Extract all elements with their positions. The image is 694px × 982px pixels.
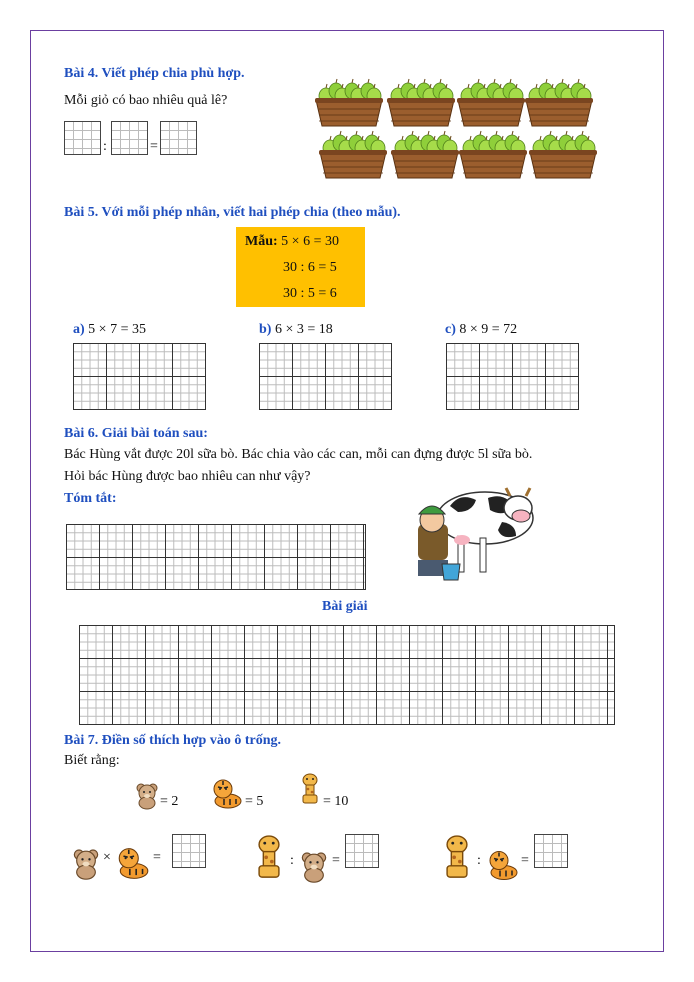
tiger-value: = 5 xyxy=(245,794,264,809)
item-expr: 8 × 9 = 72 xyxy=(459,322,518,337)
item-expr: 5 × 7 = 35 xyxy=(88,322,146,337)
pear-basket xyxy=(529,131,597,178)
writing-grid-c[interactable] xyxy=(446,343,579,410)
pear-baskets-illustration xyxy=(312,82,598,188)
giraffe-icon xyxy=(440,833,474,883)
bai7-intro: Biết rằng: xyxy=(64,753,120,768)
pear-basket xyxy=(459,131,527,178)
equals-sign: = xyxy=(332,853,340,868)
item-label: c) xyxy=(445,322,456,337)
example-box xyxy=(236,227,365,307)
bear-icon xyxy=(72,848,100,880)
example-line: 5 × 6 = 30 xyxy=(281,234,339,249)
example-line: 30 : 5 = 6 xyxy=(283,286,337,301)
answer-box[interactable] xyxy=(172,834,206,868)
example-line: 30 : 6 = 5 xyxy=(283,260,337,275)
summary-label: Tóm tắt: xyxy=(64,491,117,506)
answer-box[interactable] xyxy=(534,834,568,868)
writing-grid-a[interactable] xyxy=(73,343,206,410)
bai4-title: Bài 4. Viết phép chia phù hợp. xyxy=(64,66,245,81)
solution-grid[interactable] xyxy=(79,625,615,725)
pear-basket xyxy=(387,79,455,126)
example-label: Mẫu: xyxy=(245,234,278,249)
item-label: a) xyxy=(73,322,85,337)
tiger-icon xyxy=(210,777,244,810)
farmer-cow-illustration xyxy=(410,484,540,588)
equals-sign: = xyxy=(521,853,529,868)
colon-sign: : xyxy=(290,853,294,868)
bai4-question: Mỗi giỏ có bao nhiêu quả lê? xyxy=(64,93,228,108)
bai5-title: Bài 5. Với mỗi phép nhân, viết hai phép chia (theo mẫu). xyxy=(64,205,401,220)
item-a xyxy=(73,322,146,338)
times-sign: × xyxy=(103,850,111,865)
bai6-line1: Bác Hùng vắt được 20l sữa bò. Bác chia vào các can, mỗi can đựng được 5l sữa bò. xyxy=(64,447,533,462)
bear-icon xyxy=(135,783,159,809)
giraffe-value: = 10 xyxy=(323,794,349,809)
pear-basket xyxy=(319,131,387,178)
tiger-icon xyxy=(115,845,151,881)
answer-box[interactable] xyxy=(345,834,379,868)
solution-label: Bài giải xyxy=(322,599,368,614)
item-c xyxy=(445,322,517,338)
bear-icon xyxy=(300,851,328,883)
pear-basket xyxy=(457,79,525,126)
pear-basket xyxy=(525,79,593,126)
colon-sign: : xyxy=(103,139,107,154)
giraffe-icon xyxy=(252,833,286,883)
bai6-title: Bài 6. Giải bài toán sau: xyxy=(64,426,208,441)
tiger-icon xyxy=(486,848,520,882)
giraffe-icon xyxy=(298,773,322,806)
item-b xyxy=(259,322,333,338)
answer-box[interactable] xyxy=(160,121,197,155)
equals-sign: = xyxy=(150,139,158,154)
pear-basket xyxy=(315,79,383,126)
pear-basket xyxy=(391,131,459,178)
writing-grid-b[interactable] xyxy=(259,343,392,410)
summary-grid[interactable] xyxy=(66,524,366,590)
item-expr: 6 × 3 = 18 xyxy=(274,322,333,337)
answer-box[interactable] xyxy=(64,121,101,155)
bai7-title: Bài 7. Điền số thích hợp vào ô trống. xyxy=(64,733,281,748)
colon-sign: : xyxy=(477,853,481,868)
bai6-line2: Hỏi bác Hùng được bao nhiêu can như vậy? xyxy=(64,469,311,484)
bear-value: = 2 xyxy=(160,794,179,809)
equals-sign: = xyxy=(153,850,161,865)
item-label: b) xyxy=(259,322,272,337)
answer-box[interactable] xyxy=(111,121,148,155)
